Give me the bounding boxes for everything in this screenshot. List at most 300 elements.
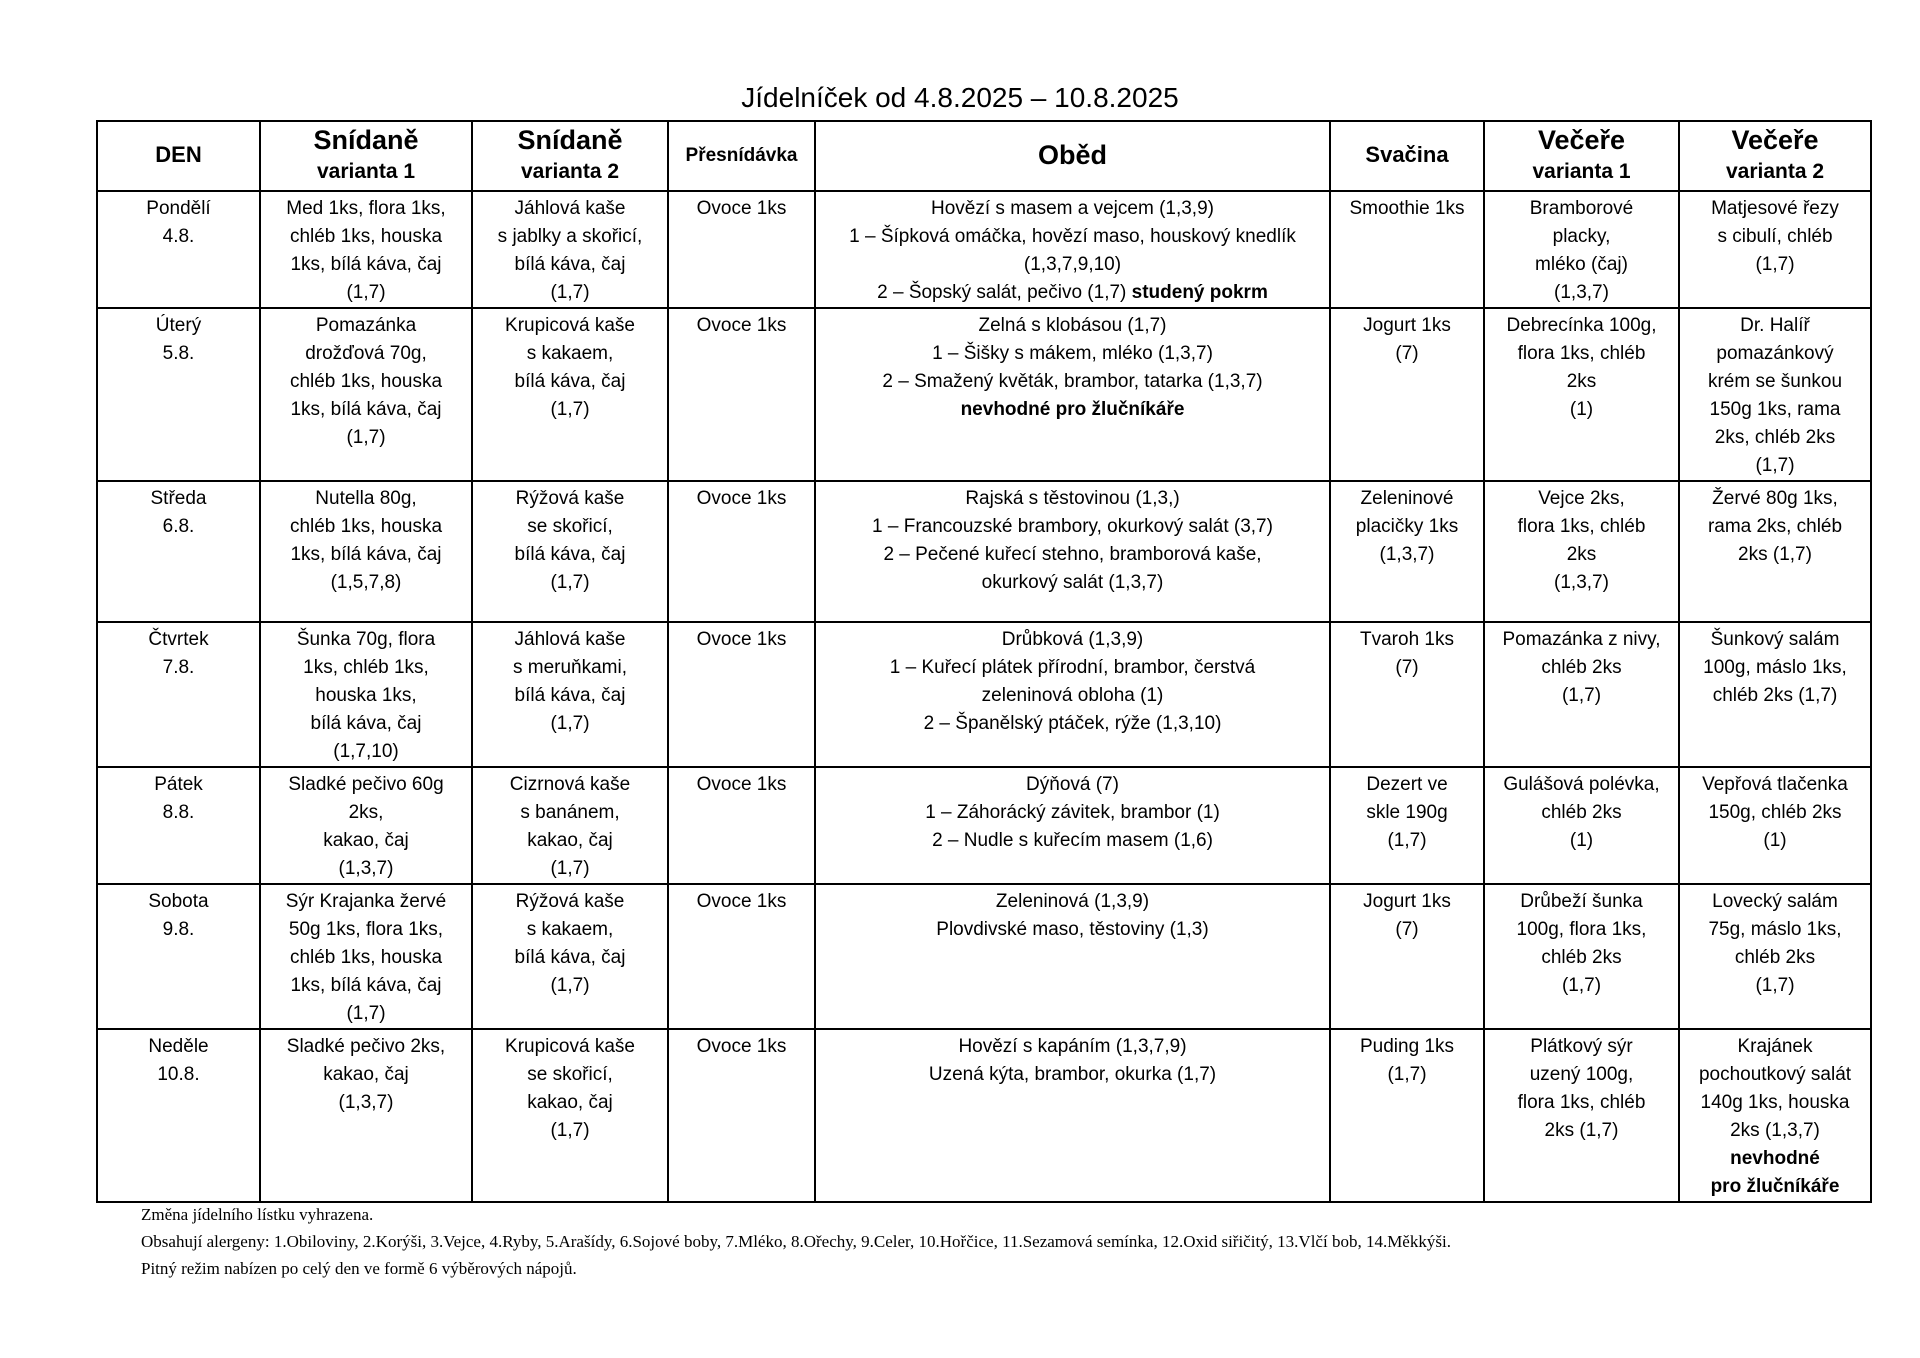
cell-line — [674, 771, 809, 799]
cell-text: houska 1ks, — [315, 685, 417, 706]
cell-text: Pomazánka — [315, 315, 417, 336]
cell-text: (1,7) — [550, 858, 590, 879]
cell-text: Drůbková (1,3,9) — [1001, 629, 1144, 650]
cell-line — [1685, 223, 1865, 251]
cell-text: Dezert ve — [1366, 774, 1448, 795]
cell-line — [1336, 1033, 1478, 1061]
cell-text: bílá káva, čaj — [514, 947, 626, 968]
svacina-cell — [1330, 481, 1484, 622]
cell-line — [1336, 485, 1478, 513]
cell-text: Pomazánka z nivy, — [1502, 629, 1661, 650]
cell-text: Krupicová kaše — [505, 315, 635, 336]
vecere1-cell — [1484, 767, 1679, 884]
cell-text: chléb 2ks — [1541, 802, 1622, 823]
cell-text: mléko (čaj) — [1535, 254, 1628, 275]
cell-text: pochoutkový salát — [1698, 1064, 1852, 1085]
cell-line — [478, 513, 662, 541]
cell-text: 1ks, chléb 1ks, — [303, 657, 429, 678]
presnidavka-cell — [668, 884, 815, 1029]
cell-line — [1490, 223, 1673, 251]
cell-text: (1,7) — [550, 975, 590, 996]
cell-line — [266, 569, 466, 597]
cell-text: Ovoce 1ks — [696, 629, 787, 650]
cell-line — [266, 827, 466, 855]
cell-line — [1490, 569, 1673, 597]
cell-text: kakao, čaj — [527, 1092, 613, 1113]
cell-text: s banánem, — [520, 802, 620, 823]
cell-text: 2 – Pečené kuřecí stehno, bramborová kaše, — [883, 544, 1262, 565]
cell-line — [1490, 251, 1673, 279]
cell-text: s kakaem, — [526, 343, 614, 364]
cell-text: chléb 2ks (1,7) — [1712, 685, 1838, 706]
cell-line — [266, 485, 466, 513]
cell-line — [821, 654, 1324, 682]
cell-text: (1,7) — [550, 282, 590, 303]
cell-text: rama 2ks, chléb — [1707, 516, 1843, 537]
day-cell — [97, 622, 260, 767]
snidane1-cell — [260, 308, 472, 481]
cell-text: Krupicová kaše — [505, 1036, 635, 1057]
vecere1-cell — [1484, 308, 1679, 481]
cell-text: flora 1ks, chléb — [1517, 343, 1646, 364]
day-date: 8.8. — [162, 802, 195, 823]
cell-text: chléb 1ks, houska — [289, 947, 443, 968]
snidane2-cell — [472, 191, 668, 308]
cell-line — [821, 916, 1324, 944]
cell-line — [478, 944, 662, 972]
cell-text: (1,7) — [550, 713, 590, 734]
cell-text: Ovoce 1ks — [696, 774, 787, 795]
cell-text: (1,7) — [550, 572, 590, 593]
presnidavka-cell — [668, 1029, 815, 1202]
cell-text: (1,3,7,9,10) — [1023, 254, 1122, 275]
day-name: Pondělí — [146, 198, 211, 219]
cell-text: 2ks — [1566, 371, 1597, 392]
cell-text: chléb 2ks — [1541, 947, 1622, 968]
obed-cell — [815, 481, 1330, 622]
cell-text: Hovězí s kapáním (1,3,7,9) — [958, 1036, 1187, 1057]
cell-line — [821, 396, 1324, 424]
cell-text: s jablky a skořicí, — [497, 226, 643, 247]
cell-line — [1336, 827, 1478, 855]
cell-line — [1685, 396, 1865, 424]
day-cell — [97, 308, 260, 481]
vecere1-cell — [1484, 884, 1679, 1029]
cell-line — [1685, 827, 1865, 855]
cell-text: flora 1ks, chléb — [1517, 1092, 1646, 1113]
cell-line — [1490, 1061, 1673, 1089]
cell-line — [478, 223, 662, 251]
cell-line — [1490, 626, 1673, 654]
cell-text: (7) — [1395, 343, 1419, 364]
snidane1-cell — [260, 884, 472, 1029]
cell-line — [266, 799, 466, 827]
cell-line — [266, 626, 466, 654]
cell-text: kakao, čaj — [323, 830, 409, 851]
day-cell — [97, 767, 260, 884]
cell-line — [478, 1117, 662, 1145]
cell-line — [1336, 1061, 1478, 1089]
cell-line — [821, 485, 1324, 513]
cell-line — [266, 972, 466, 1000]
cell-line — [1336, 626, 1478, 654]
cell-text: bílá káva, čaj — [514, 254, 626, 275]
vecere1-cell — [1484, 191, 1679, 308]
cell-text: 1 – Francouzské brambory, okurkový salát (3,7) — [872, 516, 1273, 537]
cell-text: Rýžová kaše — [515, 891, 625, 912]
svacina-cell — [1330, 884, 1484, 1029]
header-snidane-2: Snídaně varianta 2 — [472, 121, 668, 191]
cell-text: (1,7) — [346, 1003, 386, 1024]
cell-line — [266, 944, 466, 972]
cell-line — [266, 1033, 466, 1061]
svacina-cell — [1330, 767, 1484, 884]
cell-line — [1490, 972, 1673, 1000]
cell-text: (1,7) — [1387, 830, 1427, 851]
cell-text: Jogurt 1ks — [1363, 315, 1451, 336]
presnidavka-cell — [668, 622, 815, 767]
cell-text: (1,3,7) — [338, 1092, 394, 1113]
cell-line — [1685, 195, 1865, 223]
cell-line — [821, 312, 1324, 340]
cell-line — [266, 916, 466, 944]
cell-line — [674, 1033, 809, 1061]
cell-text: 150g, chléb 2ks — [1708, 802, 1842, 823]
menu-body — [97, 191, 1871, 1202]
cell-text: Šunka 70g, flora — [296, 629, 436, 650]
cell-line — [1490, 944, 1673, 972]
vecere1-cell — [1484, 481, 1679, 622]
cell-text: Zeleninová (1,3,9) — [995, 891, 1150, 912]
cell-line — [478, 654, 662, 682]
day-name: Sobota — [148, 891, 209, 912]
header-svacina: Svačina — [1330, 121, 1484, 191]
cell-text: drožďová 70g, — [305, 343, 427, 364]
cell-text: 2 – Nudle s kuřecím masem (1,6) — [932, 830, 1213, 851]
day-cell — [97, 191, 260, 308]
cell-text: s cibulí, chléb — [1717, 226, 1833, 247]
cell-line — [1490, 513, 1673, 541]
cell-line — [1685, 771, 1865, 799]
cell-text: (7) — [1395, 657, 1419, 678]
cell-text: Zeleninové — [1360, 488, 1454, 509]
snidane2-cell — [472, 884, 668, 1029]
cell-text: se skořicí, — [527, 516, 613, 537]
cell-text: Smoothie 1ks — [1349, 198, 1465, 219]
cell-line — [478, 710, 662, 738]
obed-cell — [815, 1029, 1330, 1202]
note-bold: studený pokrm — [1126, 282, 1268, 303]
cell-line — [478, 888, 662, 916]
cell-text: Zelná s klobásou (1,7) — [978, 315, 1167, 336]
cell-line — [1336, 513, 1478, 541]
cell-line — [1490, 340, 1673, 368]
cell-text: Žervé 80g 1ks, — [1712, 488, 1838, 509]
day-name: Středa — [150, 488, 207, 509]
header-snidane-1: Snídaně varianta 1 — [260, 121, 472, 191]
cell-line — [1490, 485, 1673, 513]
snidane2-cell — [472, 308, 668, 481]
cell-text: 1ks, bílá káva, čaj — [290, 399, 442, 420]
cell-text: Bramborové — [1529, 198, 1634, 219]
cell-line — [266, 855, 466, 883]
cell-line — [478, 827, 662, 855]
cell-line — [478, 340, 662, 368]
cell-line — [1336, 916, 1478, 944]
cell-line — [821, 513, 1324, 541]
cell-line — [1490, 888, 1673, 916]
cell-text: 2ks, chléb 2ks — [1714, 427, 1836, 448]
cell-line — [674, 195, 809, 223]
cell-line — [1685, 312, 1865, 340]
cell-line — [266, 312, 466, 340]
cell-line — [266, 888, 466, 916]
svacina-cell — [1330, 622, 1484, 767]
snidane1-cell — [260, 1029, 472, 1202]
cell-line — [1490, 195, 1673, 223]
cell-line — [1685, 654, 1865, 682]
cell-text: 1 – Šípková omáčka, hovězí maso, houskový knedlík — [849, 226, 1296, 247]
cell-line — [1490, 682, 1673, 710]
cell-line — [266, 1061, 466, 1089]
cell-line — [821, 1033, 1324, 1061]
cell-text: (1,3,7) — [1554, 282, 1609, 303]
snidane1-cell — [260, 191, 472, 308]
cell-line — [266, 251, 466, 279]
cell-text: (1,7) — [550, 399, 590, 420]
cell-line — [674, 485, 809, 513]
cell-line — [821, 195, 1324, 223]
cell-line — [821, 626, 1324, 654]
cell-line — [266, 541, 466, 569]
cell-text: Jáhlová kaše — [514, 629, 626, 650]
snidane2-cell — [472, 622, 668, 767]
menu-table — [96, 120, 1872, 1203]
cell-text: Matjesové řezy — [1711, 198, 1839, 219]
cell-text: (1,7) — [1387, 1064, 1427, 1085]
cell-line — [821, 223, 1324, 251]
cell-line — [1685, 916, 1865, 944]
cell-text: (1,7) — [1755, 254, 1795, 275]
header-vecere-2: Večeře varianta 2 — [1679, 121, 1871, 191]
presnidavka-cell — [668, 767, 815, 884]
cell-text: (1,3,7) — [338, 858, 394, 879]
cell-line — [478, 312, 662, 340]
cell-line — [1685, 1117, 1865, 1145]
cell-text: Dr. Halíř — [1740, 315, 1810, 336]
cell-text: zeleninová obloha (1) — [981, 685, 1164, 706]
cell-text: (1) — [1569, 830, 1594, 851]
cell-text: Sladké pečivo 60g — [288, 774, 444, 795]
cell-text: uzený 100g, — [1529, 1064, 1634, 1085]
table-row — [97, 481, 1871, 622]
cell-text: Gulášová polévka, — [1503, 774, 1660, 795]
cell-line — [821, 541, 1324, 569]
cell-line — [821, 710, 1324, 738]
cell-text: bílá káva, čaj — [514, 685, 626, 706]
cell-line — [674, 888, 809, 916]
cell-line — [821, 827, 1324, 855]
cell-text: 100g, flora 1ks, — [1516, 919, 1647, 940]
cell-text: (1,5,7,8) — [330, 572, 402, 593]
cell-line — [478, 368, 662, 396]
cell-text: Puding 1ks — [1359, 1036, 1454, 1057]
cell-line — [478, 916, 662, 944]
snidane2-cell — [472, 481, 668, 622]
cell-line — [1490, 827, 1673, 855]
cell-text: kakao, čaj — [527, 830, 613, 851]
cell-text: bílá káva, čaj — [310, 713, 422, 734]
cell-line — [1685, 368, 1865, 396]
cell-line — [478, 541, 662, 569]
cell-text: Tvaroh 1ks — [1360, 629, 1454, 650]
cell-text: 2 – Smažený květák, brambor, tatarka (1,3,7) — [882, 371, 1263, 392]
cell-text: chléb 1ks, houska — [289, 371, 443, 392]
cell-line — [821, 799, 1324, 827]
cell-line — [478, 771, 662, 799]
cell-line — [1685, 626, 1865, 654]
cell-text: 2ks, — [348, 802, 384, 823]
cell-text: s meruňkami, — [512, 657, 628, 678]
vecere2-cell — [1679, 308, 1871, 481]
cell-line — [478, 195, 662, 223]
note-bold: nevhodné pro žlučníkáře — [960, 399, 1185, 420]
cell-line — [1490, 1089, 1673, 1117]
cell-text: 1 – Kuřecí plátek přírodní, brambor, čerstvá — [889, 657, 1256, 678]
cell-line — [266, 279, 466, 307]
cell-line — [1490, 1117, 1673, 1145]
cell-line — [1685, 340, 1865, 368]
cell-line — [478, 1089, 662, 1117]
cell-line — [478, 251, 662, 279]
presnidavka-cell — [668, 191, 815, 308]
cell-line — [1336, 654, 1478, 682]
cell-text: (1,7,10) — [333, 741, 399, 762]
cell-text: okurkový salát (1,3,7) — [981, 572, 1164, 593]
cell-line — [821, 682, 1324, 710]
cell-text: chléb 2ks — [1734, 947, 1816, 968]
presnidavka-cell — [668, 481, 815, 622]
cell-line — [1490, 279, 1673, 307]
cell-text: Jogurt 1ks — [1363, 891, 1451, 912]
day-date: 7.8. — [162, 657, 195, 678]
day-cell — [97, 1029, 260, 1202]
cell-text: (1,7) — [346, 282, 386, 303]
cell-line — [1685, 888, 1865, 916]
cell-text: 1 – Záhorácký závitek, brambor (1) — [925, 802, 1220, 823]
cell-text: (1) — [1569, 399, 1594, 420]
cell-line — [1685, 424, 1865, 452]
table-row — [97, 622, 1871, 767]
cell-line — [266, 1000, 466, 1028]
vecere2-cell — [1679, 191, 1871, 308]
cell-text: Vepřová tlačenka — [1702, 774, 1848, 795]
cell-text: Ovoce 1ks — [696, 315, 787, 336]
cell-text: Sýr Krajanka žervé — [285, 891, 447, 912]
cell-text: Plátkový sýr — [1530, 1036, 1633, 1057]
cell-line — [478, 799, 662, 827]
cell-line — [821, 340, 1324, 368]
day-cell — [97, 481, 260, 622]
cell-text: Hovězí s masem a vejcem (1,3,9) — [931, 198, 1214, 219]
cell-text: (1,7) — [1561, 685, 1602, 706]
page-title: Jídelníček od 4.8.2025 – 10.8.2025 — [741, 82, 1179, 113]
cell-text: Med 1ks, flora 1ks, — [286, 198, 446, 219]
cell-text: Ovoce 1ks — [696, 1036, 787, 1057]
header-presnidavka: Přesnídávka — [668, 121, 815, 191]
obed-cell — [815, 308, 1330, 481]
cell-text: 2ks (1,3,7) — [1730, 1120, 1820, 1141]
cell-text: Plovdivské maso, těstoviny (1,3) — [936, 919, 1209, 940]
cell-line — [1685, 1033, 1865, 1061]
cell-text: se skořicí, — [527, 1064, 613, 1085]
day-date: 4.8. — [162, 226, 195, 247]
cell-line — [266, 654, 466, 682]
svacina-cell — [1330, 1029, 1484, 1202]
cell-text: kakao, čaj — [323, 1064, 409, 1085]
snidane1-cell — [260, 481, 472, 622]
cell-text: Debrecínka 100g, — [1506, 315, 1657, 336]
cell-line — [1685, 1061, 1865, 1089]
day-name: Úterý — [155, 315, 202, 336]
note-bold: nevhodné — [1730, 1148, 1820, 1169]
cell-line — [1490, 1033, 1673, 1061]
cell-line — [1336, 340, 1478, 368]
cell-line — [821, 1061, 1324, 1089]
day-date: 6.8. — [162, 516, 195, 537]
cell-text: (1,7) — [346, 427, 386, 448]
cell-text: 50g 1ks, flora 1ks, — [288, 919, 444, 940]
cell-line — [478, 855, 662, 883]
cell-line — [266, 1089, 466, 1117]
cell-line — [1336, 195, 1478, 223]
cell-text: Vejce 2ks, — [1538, 488, 1625, 509]
cell-text: Krajánek — [1737, 1036, 1813, 1057]
vecere2-cell — [1679, 481, 1871, 622]
footer-line: Obsahují alergeny: 1.Obiloviny, 2.Korýši, 3.Vejce, 4.Ryby, 5.Arašídy, 6.Sojové boby, 7.Mléko, 8.Ořechy, 9.Celer, 10.Hořčice, 11.Sezamová semínka, 12.Oxid siřičitý, 13.Vlčí bob, 14.Měkkýši. — [141, 1232, 1451, 1251]
svacina-cell — [1330, 308, 1484, 481]
cell-text: bílá káva, čaj — [514, 371, 626, 392]
day-name: Neděle — [148, 1036, 209, 1057]
cell-text: placičky 1ks — [1355, 516, 1459, 537]
cell-line — [1336, 888, 1478, 916]
cell-line — [266, 682, 466, 710]
day-name: Čtvrtek — [148, 629, 209, 650]
cell-text: placky, — [1552, 226, 1611, 247]
vecere2-cell — [1679, 1029, 1871, 1202]
cell-line — [1685, 452, 1865, 480]
cell-line — [674, 312, 809, 340]
header-vecere-1: Večeře varianta 1 — [1484, 121, 1679, 191]
cell-text: Ovoce 1ks — [696, 198, 787, 219]
cell-line — [266, 340, 466, 368]
cell-line — [266, 223, 466, 251]
cell-text: (1,3,7) — [1379, 544, 1435, 565]
cell-text: 1ks, bílá káva, čaj — [290, 544, 442, 565]
cell-line — [1685, 682, 1865, 710]
cell-text: (1,7) — [1755, 975, 1795, 996]
cell-line — [1685, 251, 1865, 279]
vecere2-cell — [1679, 767, 1871, 884]
obed-cell — [815, 191, 1330, 308]
cell-text: 150g 1ks, rama — [1709, 399, 1841, 420]
cell-line — [478, 396, 662, 424]
snidane1-cell — [260, 622, 472, 767]
day-cell — [97, 884, 260, 1029]
cell-text: 75g, máslo 1ks, — [1708, 919, 1842, 940]
day-date: 5.8. — [162, 343, 195, 364]
cell-line — [1685, 513, 1865, 541]
